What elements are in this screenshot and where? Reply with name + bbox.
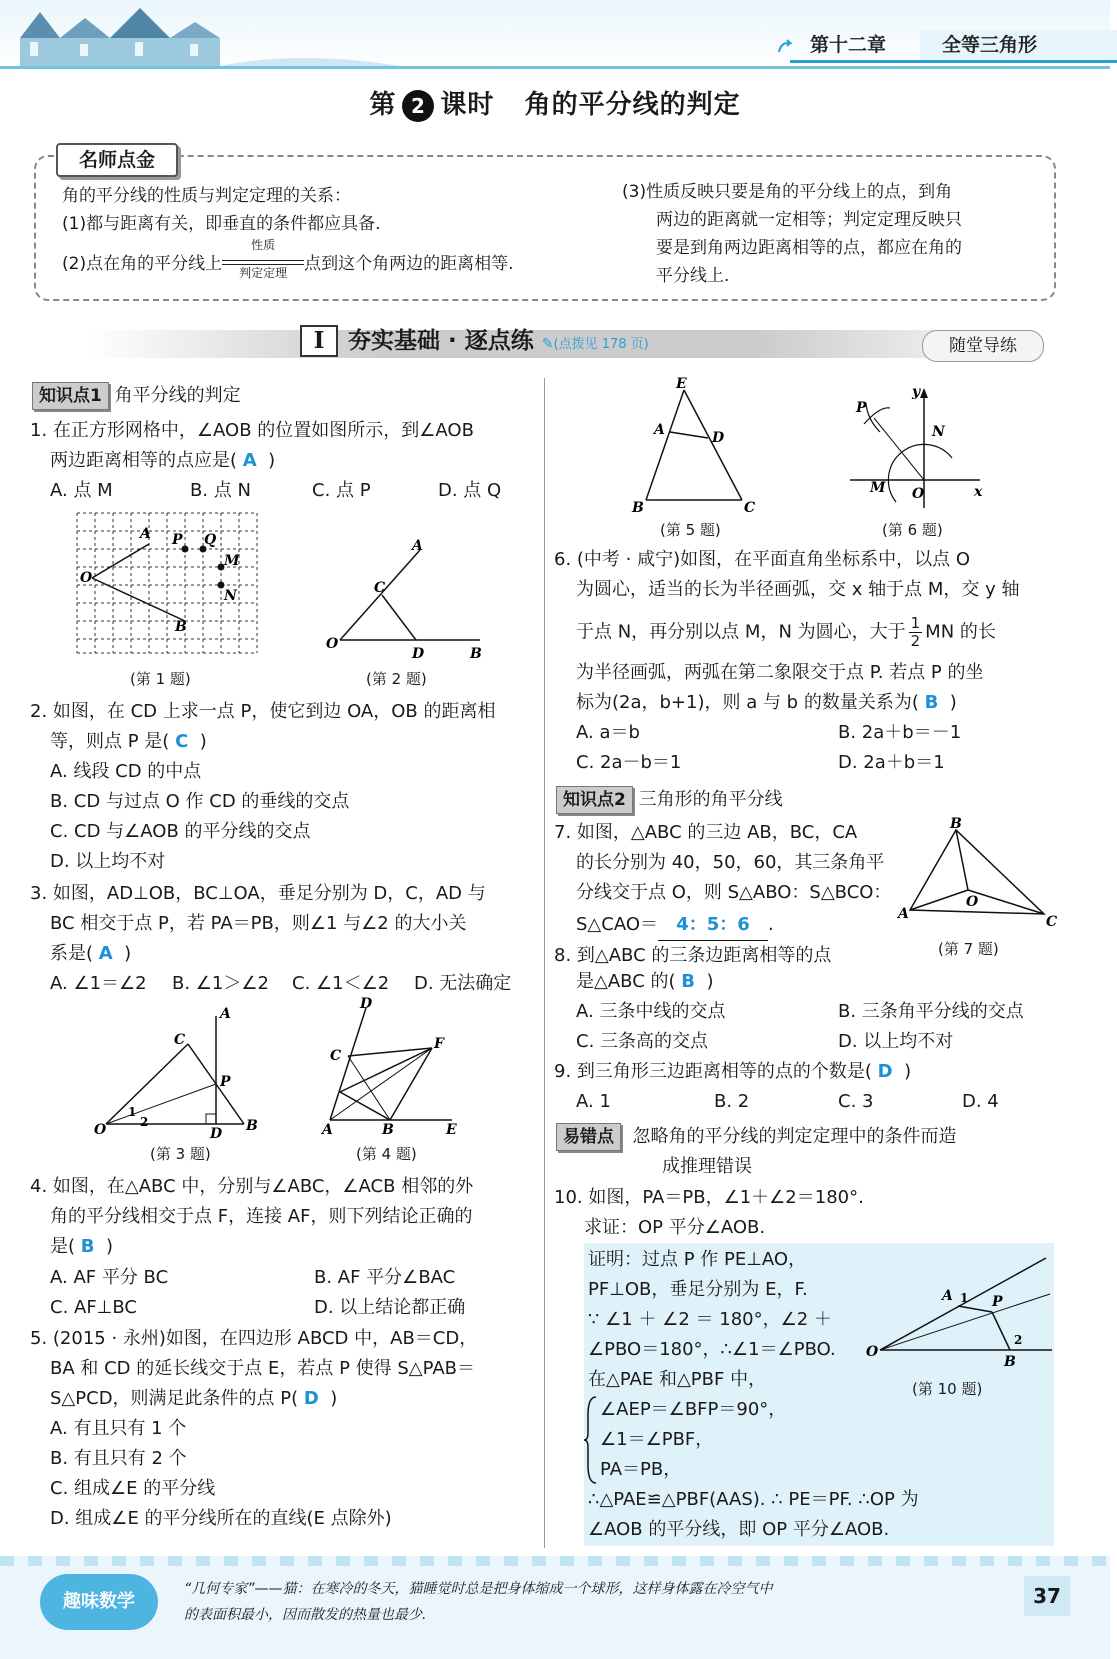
proof-line-6: ∠AEP＝∠BFP＝90°，	[600, 1399, 787, 1420]
q5-option-a: A. 有且只有 1 个	[50, 1418, 187, 1439]
q8-option-b: B. 三条角平分线的交点	[838, 1001, 1024, 1022]
svg-text:O: O	[966, 894, 979, 910]
caption-figure-5: (第 5 题)	[660, 521, 721, 539]
q4-option-d: D. 以上结论都正确	[314, 1297, 466, 1318]
caption-figure-7: (第 7 题)	[938, 940, 999, 958]
svg-text:E: E	[446, 1122, 457, 1138]
q2-option-c: C. CD 与∠AOB 的平分线的交点	[50, 821, 311, 842]
svg-text:P: P	[220, 1074, 231, 1090]
caption-figure-6: (第 6 题)	[882, 521, 943, 539]
tips-item-3-line2: 两边的距离就一定相等；判定定理反映只	[656, 210, 962, 230]
svg-text:M: M	[870, 480, 886, 496]
q2-line1: 2. 如图，在 CD 上求一点 P，使它到边 OA，OB 的距离相	[30, 701, 496, 722]
q5-option-d: D. 组成∠E 的平分线所在的直线(E 点除外)	[50, 1508, 392, 1529]
q4-line1: 4. 如图，在△ABC 中，分别与∠ABC，∠ACB 相邻的外	[30, 1176, 474, 1197]
svg-text:y: y	[912, 384, 921, 400]
svg-text:C: C	[1046, 914, 1058, 930]
tips-intro: 角的平分线的性质与判定定理的关系：	[62, 186, 351, 206]
q10-line1: 10. 如图，PA＝PB，∠1＋∠2＝180°.	[554, 1187, 864, 1208]
svg-text:B: B	[175, 619, 187, 635]
tips-item-3-line3: 要是到角两边距离相等的点，都应在角的	[656, 238, 962, 258]
q1-option-c: C. 点 P	[312, 480, 371, 501]
tips-item-1: (1)都与距离有关，即垂直的条件都应具备.	[62, 214, 381, 234]
q6-line2: 为圆心，适当的长为半径画弧，交 x 轴于点 M，交 y 轴	[576, 579, 1020, 600]
svg-text:C: C	[174, 1032, 186, 1048]
q3-line2: BC 相交于点 P，若 PA＝PB，则∠1 与∠2 的大小关	[50, 913, 467, 934]
q9-option-d: D. 4	[962, 1091, 999, 1112]
proof-line-7: ∠1＝∠PBF，	[600, 1429, 714, 1450]
tips-item-2: (2)点在角的平分线上 性质 判定定理 点到这个角两边的距离相等.	[62, 238, 514, 280]
q1-option-a: A. 点 M	[50, 480, 113, 501]
footer-text-line2: 的表面积最小，因而散发的热量也最少.	[184, 1607, 427, 1623]
proof-line-8: PA＝PB，	[600, 1459, 682, 1480]
q6-option-b: B. 2a＋b＝－1	[838, 722, 962, 743]
q4-line3: 是( B )	[50, 1236, 113, 1257]
q5-option-b: B. 有且只有 2 个	[50, 1448, 187, 1469]
svg-text:O: O	[80, 570, 93, 586]
footer-wave	[0, 1556, 1110, 1566]
tips-item-3-line4: 平分线上.	[656, 266, 730, 286]
figure-4	[320, 996, 470, 1136]
svg-text:A: A	[322, 1122, 333, 1138]
tips-item-3-line1: (3)性质反映只要是角的平分线上的点，到角	[622, 182, 953, 202]
svg-text:B: B	[246, 1118, 258, 1134]
q2-option-a: A. 线段 CD 的中点	[50, 761, 202, 782]
q9-option-c: C. 3	[838, 1091, 874, 1112]
q3-option-a: A. ∠1＝∠2	[50, 973, 147, 994]
header-rule	[0, 66, 1110, 69]
figure-5	[624, 376, 764, 516]
q1-line1: 1. 在正方形网格中，∠AOB 的位置如图所示，到∠AOB	[30, 420, 474, 441]
svg-text:B: B	[950, 816, 962, 832]
q1-option-d: D. 点 Q	[438, 480, 502, 501]
q3-option-d: D. 无法确定	[414, 973, 512, 994]
q5-option-c: C. 组成∠E 的平分线	[50, 1478, 216, 1499]
q8-line1: 8. 到△ABC 的三条边距离相等的点	[554, 945, 832, 966]
q6-line4: 为半径画弧，两弧在第二象限交于点 P. 若点 P 的坐	[576, 662, 984, 683]
q3-option-b: B. ∠1＞∠2	[172, 973, 269, 994]
svg-text:F: F	[434, 1036, 444, 1052]
figure-10	[866, 1250, 1056, 1370]
q5-line2: BA 和 CD 的延长线交于点 E，若点 P 使得 S△PAB＝	[50, 1358, 476, 1379]
svg-text:B: B	[632, 500, 644, 516]
svg-text:M: M	[224, 553, 240, 569]
proof-line-4: ∠PBO＝180°，∴∠1＝∠PBO.	[588, 1339, 836, 1360]
figure-6	[840, 384, 990, 514]
section-badge: 随堂导练	[922, 330, 1044, 362]
svg-text:O: O	[326, 636, 339, 652]
q2-option-b: B. CD 与过点 O 作 CD 的垂线的交点	[50, 791, 350, 812]
q1-option-b: B. 点 N	[190, 480, 251, 501]
pencil-icon: ✎	[541, 336, 554, 352]
proof-line-2: PF⊥OB，垂足分别为 E，F.	[588, 1279, 808, 1300]
q8-option-c: C. 三条高的交点	[576, 1031, 709, 1052]
castle-illustration	[0, 0, 260, 68]
q2-line2: 等，则点 P 是( C )	[50, 731, 207, 752]
svg-text:A: A	[412, 538, 423, 554]
svg-text:E: E	[676, 376, 687, 392]
section-title: I 夯实基础 · 逐点练 ✎(点拨见 178 页)	[300, 322, 649, 357]
svg-text:2: 2	[1014, 1333, 1023, 1347]
q8-option-d: D. 以上均不对	[838, 1031, 954, 1052]
caption-figure-1: (第 1 题)	[130, 670, 191, 688]
figure-7	[896, 818, 1062, 930]
svg-text:A: A	[220, 1006, 231, 1022]
q4-option-b: B. AF 平分∠BAC	[314, 1267, 456, 1288]
lesson-title: 第 2 课时 角的平分线的判定	[369, 90, 741, 120]
q6-line1: 6. (中考 · 咸宁)如图，在平面直角坐标系中，以点 O	[554, 549, 970, 570]
svg-text:A: A	[898, 906, 909, 922]
q9-option-b: B. 2	[714, 1091, 750, 1112]
q7-line4: S△CAO＝ 4：5：6 .	[576, 910, 774, 941]
q6-option-d: D. 2a＋b＝1	[838, 752, 945, 773]
svg-text:O: O	[94, 1122, 107, 1138]
svg-text:D: D	[712, 430, 725, 446]
q9-line1: 9. 到三角形三边距离相等的点的个数是( D )	[554, 1061, 912, 1082]
caption-figure-10: (第 10 题)	[912, 1380, 983, 1398]
error-point-line2: 成推理错误	[662, 1156, 752, 1177]
proof-line-3: ∵ ∠1 ＋ ∠2 ＝ 180°，∠2 ＋	[588, 1309, 832, 1330]
q3-option-c: C. ∠1＜∠2	[292, 973, 390, 994]
page-footer	[0, 1556, 1110, 1659]
lesson-number: 2	[402, 90, 434, 122]
svg-text:C: C	[330, 1048, 342, 1064]
footer-text-line1: “几何专家”——猫：在寒冷的冬天，猫睡觉时总是把身体缩成一个球形，这样身体露在冷空气中	[184, 1581, 773, 1597]
figure-1	[72, 508, 262, 658]
svg-text:C: C	[744, 500, 756, 516]
q6-option-a: A. a＝b	[576, 722, 640, 743]
q4-option-c: C. AF⊥BC	[50, 1297, 137, 1318]
svg-text:O: O	[912, 486, 925, 502]
caption-figure-2: (第 2 题)	[366, 670, 427, 688]
svg-text:P: P	[856, 400, 867, 416]
svg-text:B: B	[1004, 1354, 1016, 1370]
svg-text:B: B	[470, 646, 482, 662]
svg-text:Q: Q	[204, 532, 217, 548]
svg-text:2: 2	[140, 1115, 149, 1129]
proof-line-10: ∠AOB 的平分线，即 OP 平分∠AOB.	[588, 1519, 890, 1540]
brace-icon	[584, 1395, 598, 1485]
proof-line-9: ∴△PAE≌△PBF(AAS). ∴ PE＝PF. ∴OP 为	[588, 1489, 919, 1510]
page-number: 37	[1024, 1576, 1070, 1616]
q3-line1: 3. 如图，AD⊥OB，BC⊥OA，垂足分别为 D，C，AD 与	[30, 883, 486, 904]
q5-line3: S△PCD，则满足此条件的点 P( D )	[50, 1388, 338, 1409]
q3-line3: 系是( A )	[50, 943, 132, 964]
svg-text:1: 1	[960, 1291, 969, 1305]
svg-text:A: A	[140, 526, 151, 542]
svg-text:A: A	[654, 422, 665, 438]
fun-math-logo: 趣味数学	[40, 1574, 158, 1630]
svg-text:D: D	[412, 646, 425, 662]
q4-line2: 角的平分线相交于点 F，连接 AF，则下列结论正确的	[50, 1206, 473, 1227]
svg-text:D: D	[210, 1126, 223, 1142]
svg-text:A: A	[942, 1288, 953, 1304]
q6-line5: 标为(2a，b+1)，则 a 与 b 的数量关系为( B )	[576, 692, 957, 713]
chapter-topic-label: 全等三角形	[920, 30, 1117, 63]
svg-text:N: N	[932, 424, 945, 440]
svg-text:N: N	[224, 588, 237, 604]
q6-option-c: C. 2a－b＝1	[576, 752, 682, 773]
arrow-icon	[776, 38, 794, 56]
figure-2	[320, 540, 490, 665]
proof-line-1: 证明：过点 P 作 PE⊥AO，	[588, 1249, 807, 1270]
q7-line2: 的长分别为 40，50，60，其三条角平	[576, 852, 885, 873]
svg-text:O: O	[866, 1344, 879, 1360]
knowledge-point-2: 知识点2 三角形的角平分线	[556, 785, 783, 815]
error-point: 易错点 忽略角的平分线的判定定理中的条件而造	[556, 1122, 956, 1152]
svg-text:B: B	[382, 1122, 394, 1138]
svg-text:P: P	[992, 1294, 1003, 1310]
caption-figure-4: (第 4 题)	[356, 1145, 417, 1163]
tips-tag: 名师点金	[56, 143, 178, 177]
column-divider	[544, 378, 545, 1548]
svg-text:1: 1	[128, 1105, 137, 1119]
svg-text:C: C	[374, 580, 386, 596]
q8-option-a: A. 三条中线的交点	[576, 1001, 726, 1022]
q7-line3: 分线交于点 O，则 S△ABO：S△BCO：	[576, 882, 892, 903]
chapter-label: 第十二章	[790, 30, 930, 63]
svg-text:D: D	[360, 996, 373, 1012]
q8-line2: 是△ABC 的( B )	[576, 971, 714, 992]
q2-option-d: D. 以上均不对	[50, 851, 166, 872]
q10-line2: 求证：OP 平分∠AOB.	[584, 1217, 766, 1238]
q4-option-a: A. AF 平分 BC	[50, 1267, 169, 1288]
figure-3	[94, 1004, 274, 1142]
knowledge-point-1: 知识点1 角平分线的判定	[32, 381, 241, 411]
svg-text:P: P	[172, 532, 183, 548]
q9-option-a: A. 1	[576, 1091, 611, 1112]
proof-line-5: 在△PAE 和△PBF 中，	[588, 1369, 767, 1390]
q1-line2: 两边距离相等的点应是( A )	[50, 450, 276, 471]
q7-line1: 7. 如图，△ABC 的三边 AB，BC，CA	[554, 822, 858, 843]
caption-figure-3: (第 3 题)	[150, 1145, 211, 1163]
q5-line1: 5. (2015 · 永州)如图，在四边形 ABCD 中，AB＝CD，	[30, 1328, 478, 1349]
svg-text:x: x	[974, 484, 983, 500]
q6-line3: 于点 N，再分别以点 M，N 为圆心，大于 $\frac{1}{2}$ MN 的长	[576, 614, 996, 650]
